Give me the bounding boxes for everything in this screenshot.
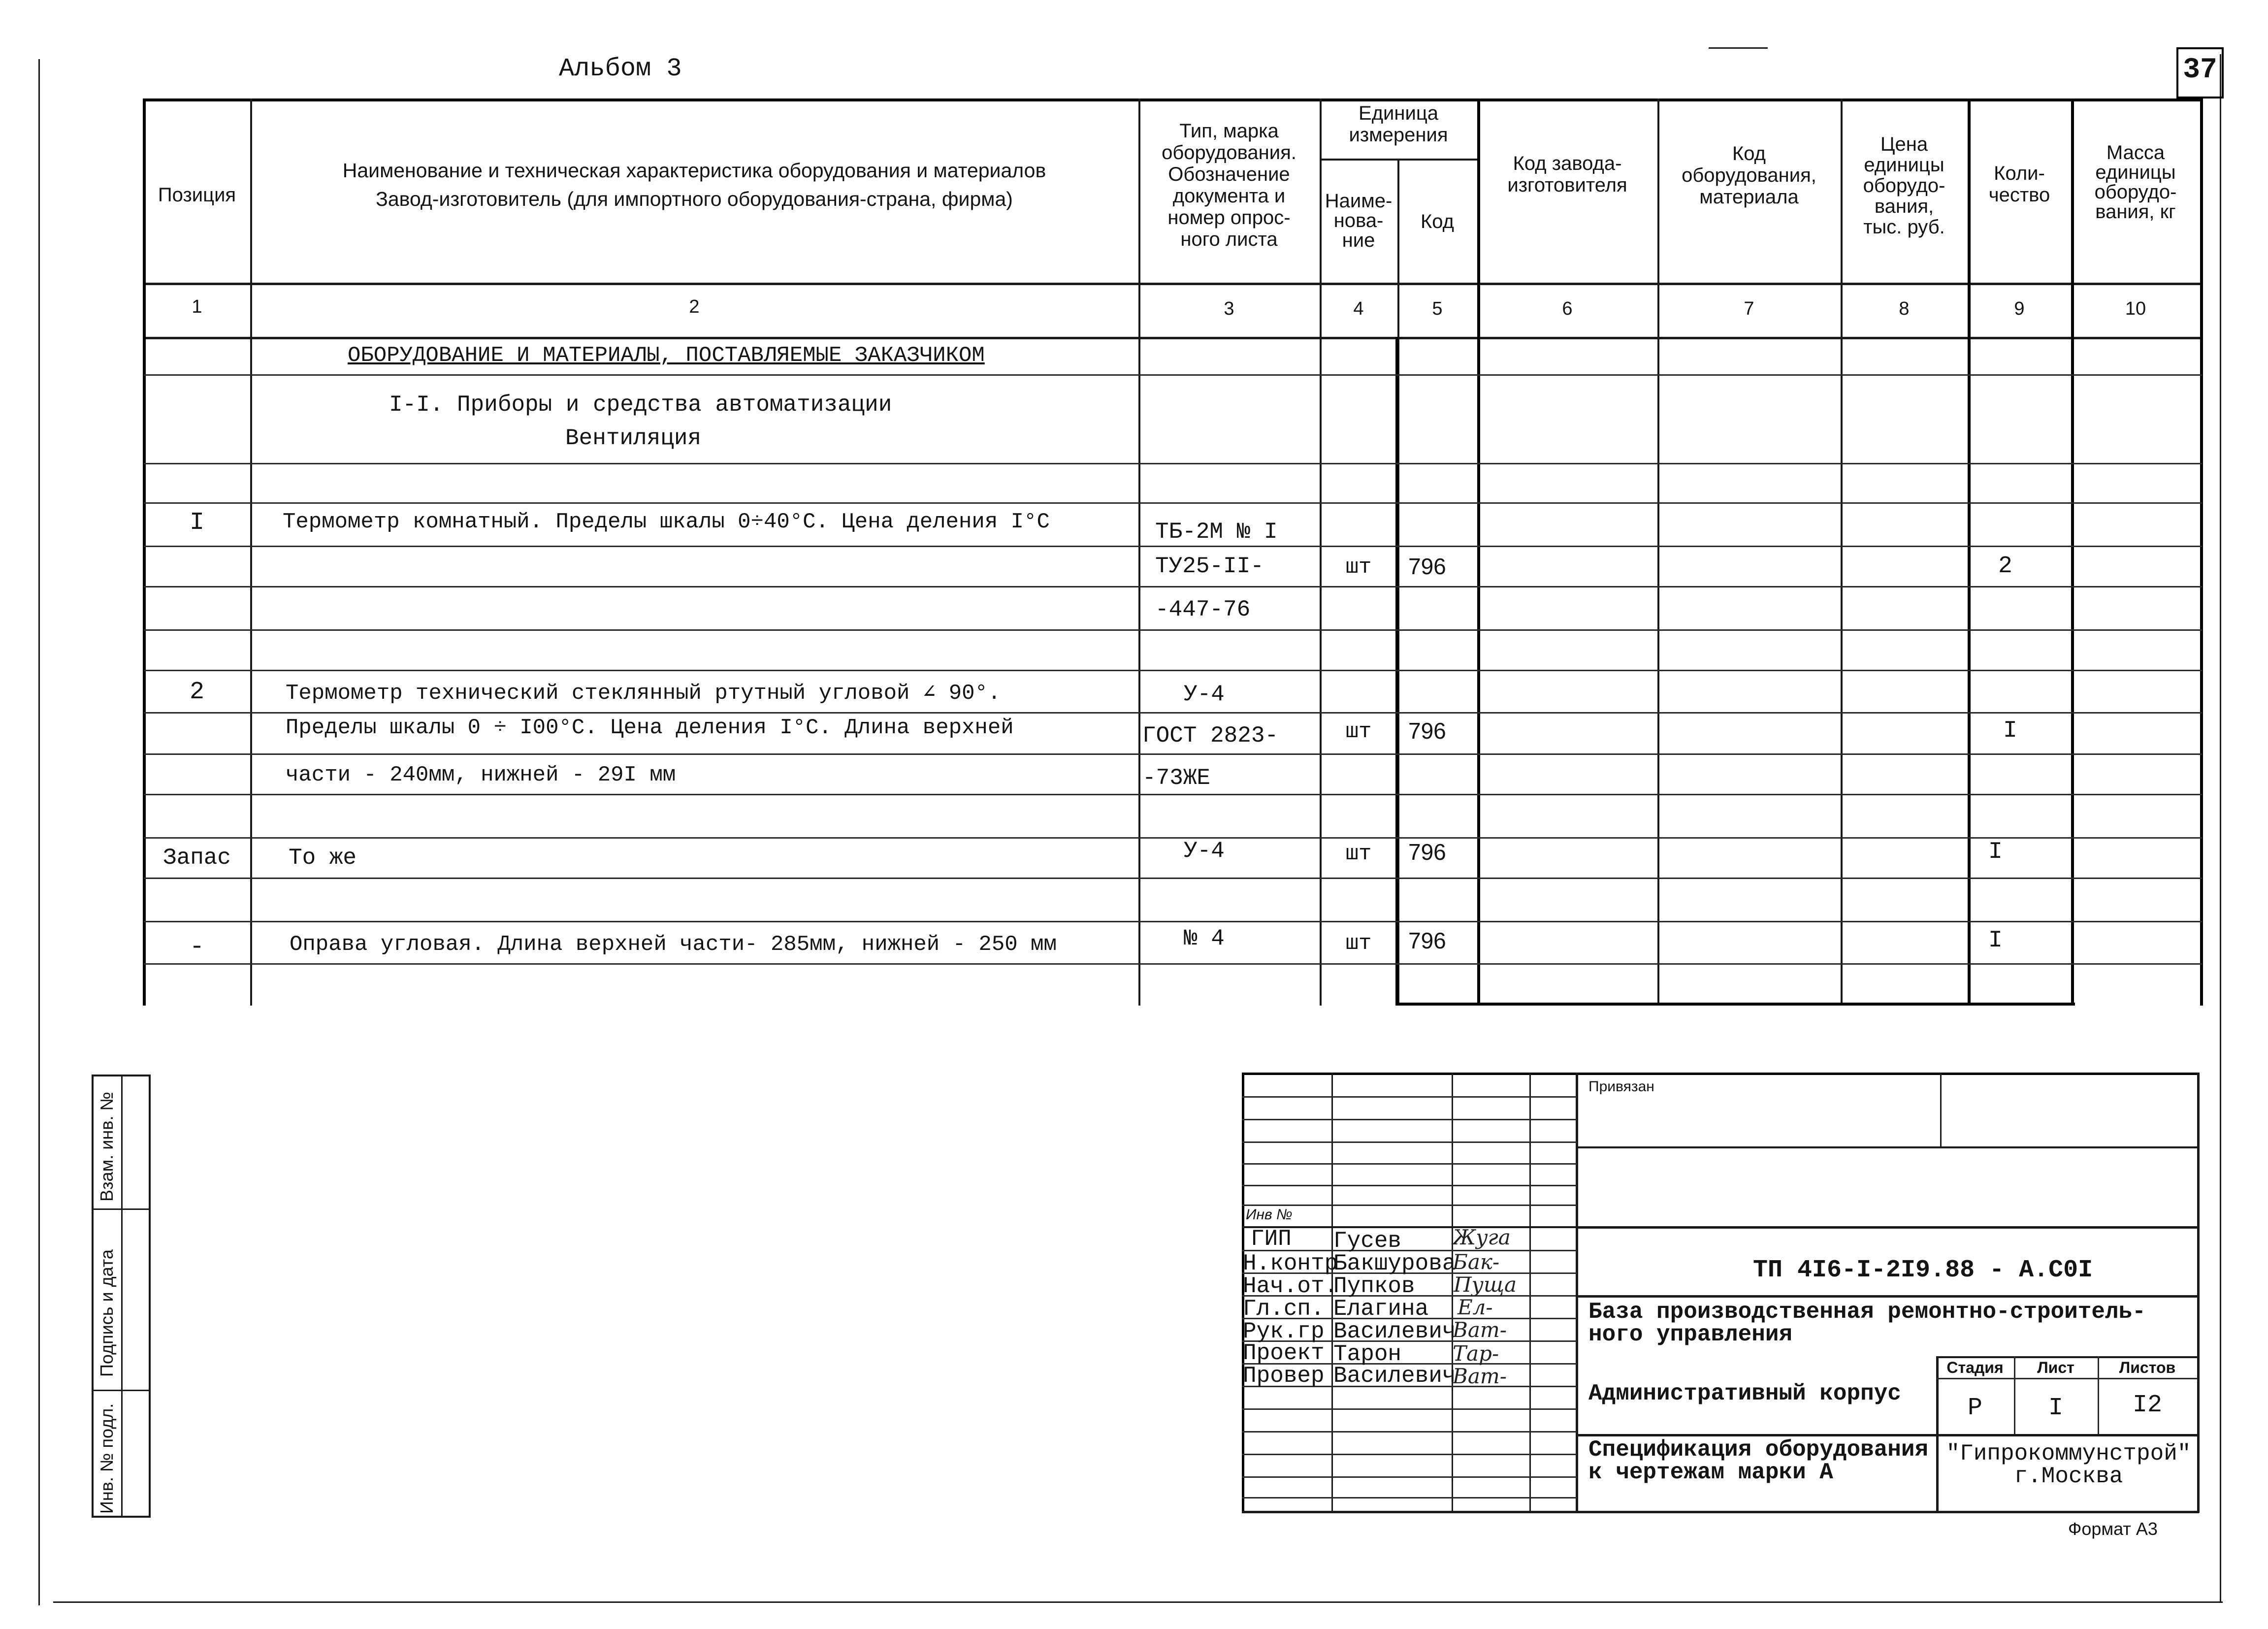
colnum-3: 3 xyxy=(1224,298,1234,319)
col-divider-6 xyxy=(1657,98,1659,1006)
tb-role-1: Н.контр xyxy=(1243,1251,1338,1276)
header-mass: Масса единицы оборудо- вания, кг xyxy=(2094,142,2177,223)
row3-type: У-4 xyxy=(1184,838,1225,864)
tb-row-line xyxy=(1242,1497,1577,1499)
tb-row-line xyxy=(1242,1119,1577,1120)
tb-row-line xyxy=(1242,1096,1577,1098)
tb-spec-line2: к чертежам марки А xyxy=(1588,1460,1833,1485)
tb-hline xyxy=(1576,1226,2199,1229)
tb-row-line xyxy=(1242,1476,1577,1478)
row-line xyxy=(144,586,2202,587)
row3-name: То же xyxy=(289,845,357,871)
tb-role-6: Провер xyxy=(1243,1363,1325,1389)
colnum-5: 5 xyxy=(1432,298,1443,319)
col-divider-1 xyxy=(250,98,252,1006)
tb-name-3: Елагина xyxy=(1333,1296,1429,1322)
album-label: Альбом 3 xyxy=(559,54,682,83)
col-divider-8 xyxy=(1968,98,1971,1006)
side-inv-no-sub: Инв. № подл. xyxy=(97,1403,117,1514)
row2-name-b: Пределы шкалы 0 ÷ I00°С. Цена деления I°С. Длина верхней xyxy=(286,716,1014,740)
colnum-1: 1 xyxy=(192,296,202,317)
row-line xyxy=(144,837,2202,839)
tb-role-5: Проект xyxy=(1243,1340,1325,1366)
tb-attached-divider xyxy=(1940,1073,1942,1146)
colnum-bottom-line xyxy=(144,337,2202,339)
side-stamp-hline xyxy=(92,1208,151,1210)
row3-code: 796 xyxy=(1408,839,1446,865)
row2-type-a: У-4 xyxy=(1184,682,1225,707)
header-unit-name: Наиме- нова- ние xyxy=(1325,190,1393,251)
tb-vline xyxy=(1529,1073,1531,1513)
row-line xyxy=(144,878,2202,879)
tb-stage: Р xyxy=(1967,1394,1982,1422)
colnum-7: 7 xyxy=(1744,298,1754,319)
tb-row-line xyxy=(1242,1431,1577,1433)
row1-type-a: ТБ-2М № I xyxy=(1155,519,1278,545)
header-bottom-line xyxy=(144,283,2202,285)
header-price: Цена единицы оборудо- вания, тыс. руб. xyxy=(1863,133,1945,238)
row-line xyxy=(144,670,2202,671)
header-qty: Коли- чество xyxy=(1988,163,2050,206)
row1-position: I xyxy=(189,509,204,537)
tb-row-line xyxy=(1242,1141,1577,1143)
tb-right-edge xyxy=(2197,1073,2200,1513)
tb-vline xyxy=(1576,1073,1578,1513)
tb-attached-label: Привязан xyxy=(1588,1078,1654,1095)
tb-signature-2: Пуща xyxy=(1454,1272,1517,1297)
colnum-4: 4 xyxy=(1353,298,1364,319)
col-divider-9 xyxy=(2071,98,2074,1006)
group-title: Вентиляция xyxy=(565,425,702,451)
tb-vline xyxy=(1452,1073,1453,1513)
tb-hline xyxy=(1576,1434,2199,1436)
tb-name-5: Тарон xyxy=(1333,1341,1402,1367)
side-stamp-hline xyxy=(92,1390,151,1391)
tb-role-3: Гл.сп. xyxy=(1243,1296,1325,1322)
tb-row-line xyxy=(1242,1226,1577,1228)
tb-signature-1: Бак- xyxy=(1453,1250,1500,1274)
tb-role-4: Рук.гр xyxy=(1243,1319,1325,1344)
body-box-bottom xyxy=(1395,1003,2075,1006)
header-maker-code: Код завода- изготовителя xyxy=(1507,153,1627,196)
page-number: 37 xyxy=(2183,54,2217,86)
row-line xyxy=(144,374,2202,376)
row-line xyxy=(144,629,2202,631)
row2-unit: шт xyxy=(1345,719,1372,744)
top-short-line xyxy=(1709,47,1768,49)
col-divider-5 xyxy=(1477,98,1480,1006)
tb-name-0: Гусев xyxy=(1333,1228,1402,1254)
subsection-title: I-I. Приборы и средства автоматизации xyxy=(389,392,892,418)
row4-unit: шт xyxy=(1345,931,1372,956)
tb-row-line xyxy=(1242,1408,1577,1410)
row-line xyxy=(144,753,2202,755)
header-name-line1: Наименование и техническая характеристика оборудования и материалов xyxy=(342,159,1046,182)
header-position: Позиция xyxy=(158,184,236,206)
row1-name: Термометр комнатный. Пределы шкалы 0÷40°С. Цена деления I°С xyxy=(283,510,1050,534)
tb-inv-no-label: Инв № xyxy=(1246,1206,1293,1223)
header-equip-code: Код оборудования, материала xyxy=(1682,143,1816,208)
row3-qty: I xyxy=(1988,839,2003,865)
tb-name-2: Пупков xyxy=(1333,1273,1415,1299)
row3-position: Запас xyxy=(162,845,231,871)
bottom-frame-line xyxy=(53,1601,2223,1603)
row-line xyxy=(144,921,2202,922)
tb-row-line xyxy=(1242,1454,1577,1455)
tb-spec-line1: Спецификация оборудования xyxy=(1588,1437,1929,1463)
body-box-left xyxy=(1395,337,1398,1006)
tb-signature-5: Тар- xyxy=(1453,1341,1499,1366)
tb-name-6: Василевич xyxy=(1333,1363,1456,1389)
row4-position: - xyxy=(189,933,204,961)
header-unit-group: Единица измерения xyxy=(1349,102,1448,146)
row-line xyxy=(144,712,2202,714)
row1-type-c: -447-76 xyxy=(1155,597,1251,622)
row1-qty: 2 xyxy=(1998,553,2012,580)
row2-code: 796 xyxy=(1408,718,1446,744)
row4-qty: I xyxy=(1988,927,2003,954)
side-sign-date: Подпись и дата xyxy=(97,1249,117,1377)
row4-name: Оправа угловая. Длина верхней части- 285мм, нижней - 250 мм xyxy=(290,932,1057,957)
colnum-9: 9 xyxy=(2014,298,2025,319)
tb-building: Административный корпус xyxy=(1588,1381,1901,1406)
colnum-6: 6 xyxy=(1562,298,1573,319)
colnum-8: 8 xyxy=(1899,298,1910,319)
row3-unit: шт xyxy=(1345,842,1372,866)
tb-signature-4: Ват- xyxy=(1453,1318,1507,1342)
tb-name-1: Бакшурова xyxy=(1333,1251,1456,1276)
side-stamp-divider xyxy=(121,1075,123,1518)
row-line xyxy=(144,546,2202,547)
row4-code: 796 xyxy=(1408,928,1446,953)
colnum-2: 2 xyxy=(689,296,700,317)
colnum-10: 10 xyxy=(2125,298,2146,319)
row-line xyxy=(144,463,2202,464)
row2-qty: I xyxy=(2003,717,2017,744)
tb-org-line1: "Гипрокоммунстрой" xyxy=(1946,1441,2191,1466)
tb-sheet-label: Лист xyxy=(2037,1359,2074,1376)
row2-type-c: -73ЖЕ xyxy=(1142,765,1211,791)
row2-type-b: ГОСТ 2823- xyxy=(1142,723,1279,749)
tb-role-0: ГИП xyxy=(1251,1226,1292,1252)
row2-name-a: Термометр технический стеклянный ртутный угловой ∠ 90°. xyxy=(286,681,1001,706)
header-unit-code: Код xyxy=(1420,211,1454,232)
tb-org-line2: г.Москва xyxy=(2014,1464,2123,1489)
row-line xyxy=(144,502,2202,504)
tb-doc-code: ТП 4I6-I-2I9.88 - А.С0I xyxy=(1753,1256,2093,1284)
format-label: Формат А3 xyxy=(2068,1519,2158,1539)
row1-unit: шт xyxy=(1345,555,1372,580)
row1-type-b: ТУ25-II- xyxy=(1155,554,1264,579)
row1-code: 796 xyxy=(1408,554,1446,579)
tb-hline xyxy=(1576,1295,2199,1298)
tb-row-line xyxy=(1242,1185,1577,1186)
row2-name-c: части - 240мм, нижней - 29I мм xyxy=(286,763,676,787)
tb-row-line xyxy=(1242,1163,1577,1165)
header-name-line2: Завод-изготовитель (для импортного оборудования-страна, фирма) xyxy=(376,188,1013,210)
tb-bottom-edge xyxy=(1242,1511,2199,1513)
tb-name-4: Василевич xyxy=(1333,1319,1456,1344)
tb-project-line1: База производственная ремонтно-строитель- xyxy=(1588,1299,2146,1325)
right-frame-line xyxy=(2220,54,2221,1602)
tb-signature-6: Ват- xyxy=(1453,1364,1507,1388)
tb-role-2: Нач.от. xyxy=(1243,1273,1338,1299)
tb-sheets: I2 xyxy=(2132,1391,2162,1419)
tb-project-line2: ного управления xyxy=(1588,1322,1793,1347)
table-top-line xyxy=(144,98,2202,101)
left-frame-line xyxy=(38,59,40,1605)
tb-stage-label: Стадия xyxy=(1946,1359,2004,1376)
tb-vline xyxy=(1936,1356,1939,1513)
col-right-edge xyxy=(2200,98,2203,1006)
row4-type: № 4 xyxy=(1184,926,1225,951)
tb-signature-3: Ел- xyxy=(1458,1295,1493,1319)
tb-sheet: I xyxy=(2048,1394,2063,1422)
row-line xyxy=(144,794,2202,795)
side-replace-inv: Взам. инв. № xyxy=(97,1091,117,1202)
row-line xyxy=(144,963,2202,965)
tb-sheets-label: Листов xyxy=(2119,1359,2176,1376)
row2-position: 2 xyxy=(189,678,204,706)
tb-hline xyxy=(1936,1378,2199,1379)
tb-hline xyxy=(1576,1146,2199,1148)
header-type: Тип, марка оборудования. Обозначение документа и номер опрос- ного листа xyxy=(1162,120,1296,250)
section-main-title: ОБОРУДОВАНИЕ И МАТЕРИАЛЫ, ПОСТАВЛЯЕМЫЕ ЗАКАЗЧИКОМ xyxy=(348,343,985,368)
tb-signature-0: Жуга xyxy=(1453,1225,1511,1249)
